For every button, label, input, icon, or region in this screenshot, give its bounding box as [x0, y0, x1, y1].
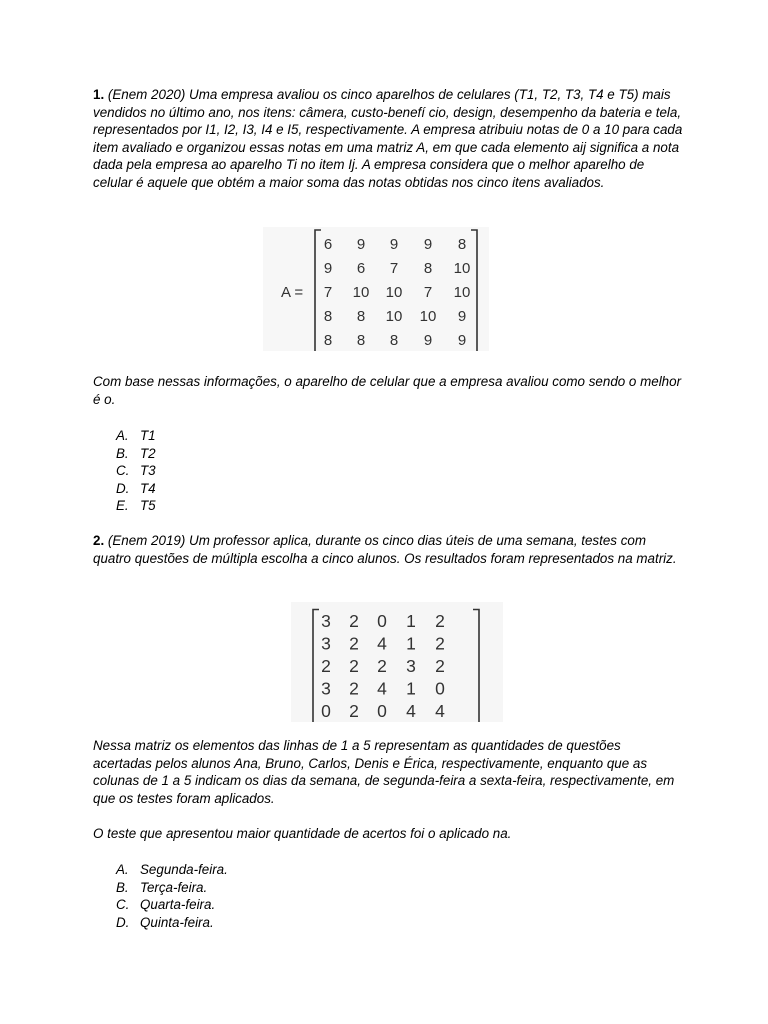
matrix-cell: 0: [435, 678, 445, 699]
question-1-options: [116, 427, 156, 515]
option-text: T5: [140, 498, 156, 514]
matrix-label: A =: [281, 284, 304, 301]
matrix-right-bracket: [473, 610, 479, 723]
matrix-cell: 2: [435, 656, 445, 676]
option-letter: B.: [116, 445, 129, 461]
q2-option-d[interactable]: [116, 914, 228, 932]
matrix-cell: 4: [406, 701, 416, 721]
matrix-cell: 9: [389, 236, 399, 253]
option-text: T1: [140, 428, 156, 443]
option-text: T3: [140, 463, 156, 479]
option-text: T2: [140, 445, 156, 461]
matrix-cell: 10: [419, 308, 437, 325]
matrix-cell: 7: [423, 284, 433, 301]
option-letter: A.: [116, 862, 129, 877]
question-1-statement: (Enem 2020) Uma empresa avaliou os cinco aparelhos de celulares (T1, T2, T3, T4 e T5) mais vendidos no último ano, nos itens: câmera, custo-benefí cio, design, desempenho da bateria e tela, representados por I1, I2, I3, I4 e I5, respectivamente. A empresa atribuiu notas de 0 a 10 para cada item avaliado e organizou essas notas em uma matriz A, em que cada elemento aij significa a nota dada pela empresa ao aparelho Ti no item Ij. A empresa considera que o melhor aparelho de celular é aquele que obtém a maior soma das notas obtidas nos cinco itens avaliados.: [93, 87, 683, 190]
q2-option-c[interactable]: [116, 896, 228, 914]
q1-option-d[interactable]: [116, 480, 156, 498]
results-matrix: [291, 602, 503, 722]
matrix-cell: 2: [349, 633, 359, 654]
matrix-cell: 8: [423, 260, 433, 277]
matrix-cell: 0: [377, 701, 387, 721]
q2-option-b[interactable]: [116, 879, 228, 897]
option-letter: C.: [116, 463, 130, 479]
option-letter: C.: [116, 897, 130, 913]
q1-option-e[interactable]: [116, 497, 156, 515]
option-text: Segunda-feira.: [140, 862, 228, 877]
matrix-cell: 9: [423, 332, 433, 349]
option-letter: D.: [116, 480, 130, 496]
matrix-a: [263, 227, 489, 351]
matrix-left-bracket: [313, 610, 319, 723]
matrix-cell: 7: [389, 260, 399, 277]
matrix-cell: 2: [349, 656, 359, 676]
matrix-cell: 2: [349, 611, 359, 631]
question-1-prompt: Com base nessas informações, o aparelho de celular que a empresa avaliou como sendo o melhor é o.: [93, 374, 682, 407]
matrix-cell: 8: [356, 308, 366, 325]
matrix-cell: 10: [385, 284, 403, 301]
option-letter: D.: [116, 914, 130, 930]
question-1-number: 1.: [93, 87, 105, 102]
matrix-cell: 3: [321, 611, 331, 631]
question-2-text: [93, 532, 683, 567]
matrix-cell: 9: [457, 332, 467, 349]
matrix-cell: 2: [435, 611, 445, 631]
matrix-cell: 0: [321, 701, 331, 721]
matrix-cell: 4: [435, 701, 445, 721]
question-2-options: [116, 861, 228, 931]
matrix-cell: 4: [377, 633, 387, 654]
option-letter: B.: [116, 879, 129, 895]
matrix-right-bracket: [471, 230, 477, 351]
question-2-statement: (Enem 2019) Um professor aplica, durante os cinco dias úteis de uma semana, testes com quatro questões de múltipla escolha a cinco alunos. Os resultados foram representados na matriz.: [93, 533, 677, 566]
matrix-cell: 6: [356, 260, 366, 277]
option-text: Quarta-feira.: [140, 897, 216, 913]
matrix-cell: 8: [457, 236, 467, 253]
matrix-cell: 10: [352, 284, 370, 301]
matrix-cell: 9: [457, 308, 467, 325]
question-2-prompt: O teste que apresentou maior quantidade de acertos foi o aplicado na.: [93, 826, 512, 841]
matrix-cell: 3: [321, 633, 331, 654]
matrix-cell: 9: [323, 260, 333, 277]
matrix-cell: 4: [377, 678, 387, 699]
matrix-cell: 3: [406, 656, 416, 676]
matrix-cell: 2: [377, 656, 387, 676]
q2-option-a[interactable]: [116, 861, 228, 879]
matrix-cell: 10: [385, 308, 403, 325]
matrix-cell: 9: [423, 236, 433, 253]
matrix-cell: 3: [321, 678, 331, 699]
q1-option-c[interactable]: [116, 462, 156, 480]
question-2-explanation: Nessa matriz os elementos das linhas de 1 a 5 representam as quantidades de questões acertadas pelos alunos Ana, Bruno, Carlos, Denis e Érica, respectivamente, enquanto que as colunas de 1 a 5 indicam os dias da semana, de segunda-feira a sexta-feira, respectivamente, em que os testes foram aplicados.: [93, 738, 675, 806]
matrix-cell: 8: [323, 308, 333, 325]
matrix-cell: 8: [323, 332, 333, 349]
matrix-cell: 8: [389, 332, 399, 349]
matrix-cell: 6: [323, 236, 333, 253]
matrix-cell: 10: [453, 260, 471, 277]
option-text: Quinta-feira.: [140, 914, 214, 930]
matrix-cell: 7: [323, 284, 333, 301]
matrix-cell: 1: [406, 633, 416, 654]
matrix-cell: 10: [453, 284, 471, 301]
matrix-cell: 9: [356, 236, 366, 253]
results-matrix-image: [291, 602, 503, 722]
matrix-cell: 2: [435, 633, 445, 654]
option-text: Terça-feira.: [140, 879, 208, 895]
matrix-cell: 0: [377, 611, 387, 631]
matrix-cell: 1: [406, 611, 416, 631]
question-1-text: [93, 86, 683, 192]
matrix-cell: 2: [321, 656, 331, 676]
option-letter: E.: [116, 498, 129, 514]
option-text: T4: [140, 480, 156, 496]
q1-option-b[interactable]: [116, 445, 156, 463]
matrix-cell: 2: [349, 678, 359, 699]
option-letter: A.: [116, 428, 129, 443]
q1-option-a[interactable]: [116, 427, 156, 445]
matrix-cell: 8: [356, 332, 366, 349]
matrix-a-image: [263, 227, 489, 351]
matrix-cell: 1: [406, 678, 416, 699]
matrix-cell: 2: [349, 701, 359, 721]
matrix-left-bracket: [315, 230, 321, 351]
question-2-number: 2.: [93, 533, 105, 548]
